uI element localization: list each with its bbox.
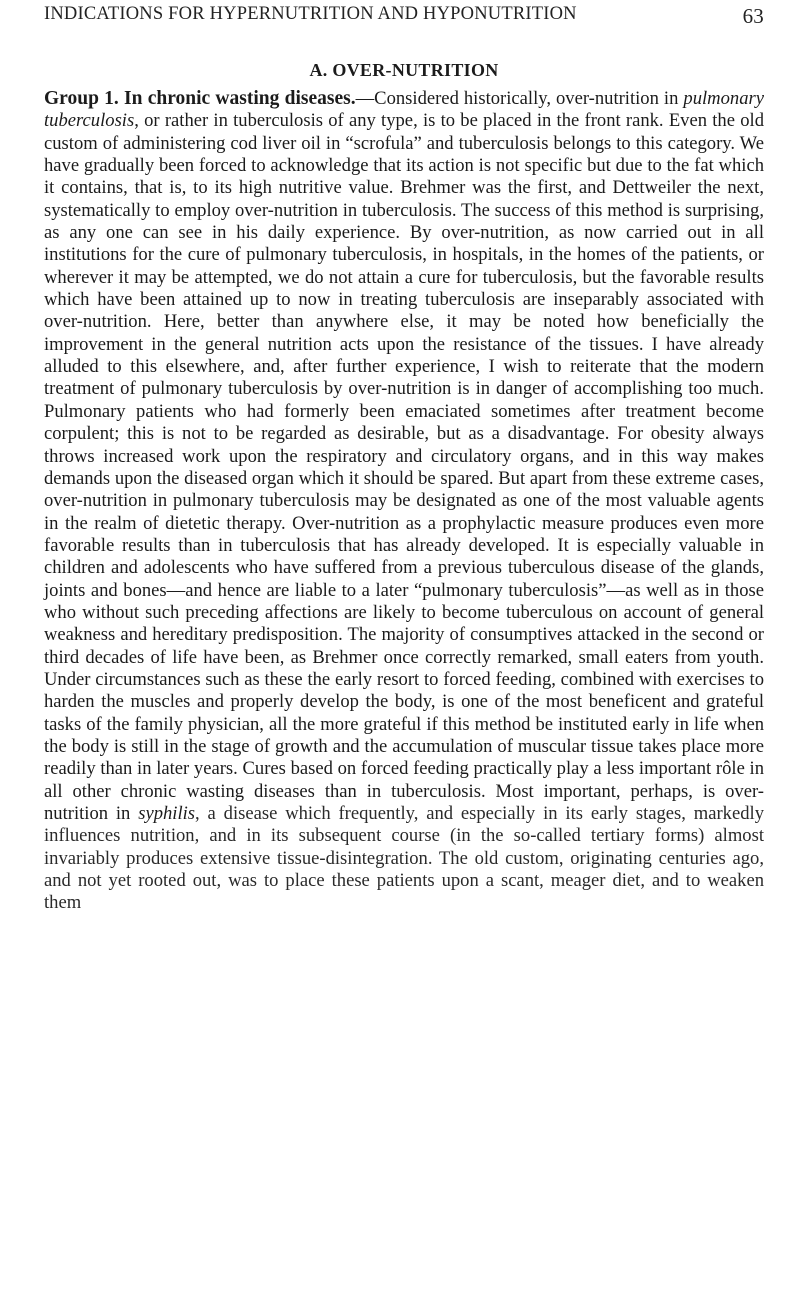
paragraph-group-1: [44, 88, 764, 915]
page-number: 63: [742, 4, 764, 28]
text-segment-1: —Considered historically, over-nutrition in: [355, 88, 684, 109]
group-label: Group 1. In chronic wasting diseases.: [44, 88, 356, 109]
emphasis-syphilis: syphilis: [138, 803, 196, 824]
section-heading: A. OVER-NUTRITION: [309, 60, 499, 80]
book-page: [44, 0, 764, 1296]
text-segment-2: , or rather in tuberculosis of any type, is to be placed in the front rank. Even the old custom of administering cod liver oil in “scrofula” and tuberculosis belongs to this category. We have gradually been forced to acknowledge that its action is not specific but due to the fat which it contains, that is, to its high nutritive value. Brehmer was the first, and Dettweiler the next, systematically to employ over-nutrition in tuberculosis. The success of this method is surprising, as any one can see in his daily experience. By over-nutrition, as now carried out in all institutions for the cure of pulmonary tuberculosis, in hospitals, in the homes of the patients, or wherever it may be attempted, we do not attain a cure for tuberculosis, but the favorable results which have been attained up to now in treating tuberculosis are inseparably associated with over-nutrition. Here, better than anywhere else, it may be noted how beneficially the improvement in the general nutrition acts upon the resistance of the tissues. I have already alluded to this elsewhere, and, after further experience, I wish to reiterate that the modern treatment of pulmonary tuberculosis by over-nutrition is in danger of accomplishing too much. Pulmonary patients who had formerly been emaciated sometimes after treatment become corpulent; this is not to be regarded as desirable, but as a disadvantage. For obesity always throws increased work upon the respiratory and circulatory organs, and in this way makes demands upon the diseased organ which it should be spared. But apart from these extreme cases, over-nutrition in pulmonary tuberculosis may be designated as one of the most valuable agents in the realm of dietetic therapy. Over-nutrition as a prophylactic measure produces even more favorable results than in tuberculosis that has already developed. It is especially valuable in children and adolescents who have suffered from a previous tuberculous disease of the glands, joints and bones—and hence are liable to a later “pulmonary tuberculosis”—as well as in those who without such preceding affections are likely to become tuberculous on account of general weakness and hereditary predisposition. The majority of consumptives attacked in the second or third decades of life have been, as Brehmer once correctly remarked, small eaters from youth. Under circumstances such as these the early resort to forced feeding, combined with exercises to harden the muscles and properly develop the body, is one of the most beneficent and grateful tasks of the family physician, all the more grateful if this method be instituted early in life when the body is still in the stage of growth and the accumulation of muscular tissue takes place more readily than in later years. Cures based on forced feeding practically play a less important rôle in all other chronic wasting diseases than in tuberculosis. Most important, perhaps, is over-nutrition in: [44, 110, 764, 824]
running-head: [44, 4, 764, 30]
text-segment-3: , a disease which frequently, and especially in its early stages, markedly influences nutrition, and in its subsequent course (in the so-called tertiary forms) almost invariably produces extensive tissue-disintegration. The old custom, originating centuries ago, and not yet rooted out, was to place these patients upon a scant, meager diet, and to weaken them: [44, 803, 764, 914]
emphasis-pulmonary-tuberculosis: pulmonary tuberculosis: [44, 88, 764, 132]
running-head-title: INDICATIONS FOR HYPERNUTRITION AND HYPONUTRITION: [44, 4, 577, 24]
body-text: [44, 88, 764, 915]
